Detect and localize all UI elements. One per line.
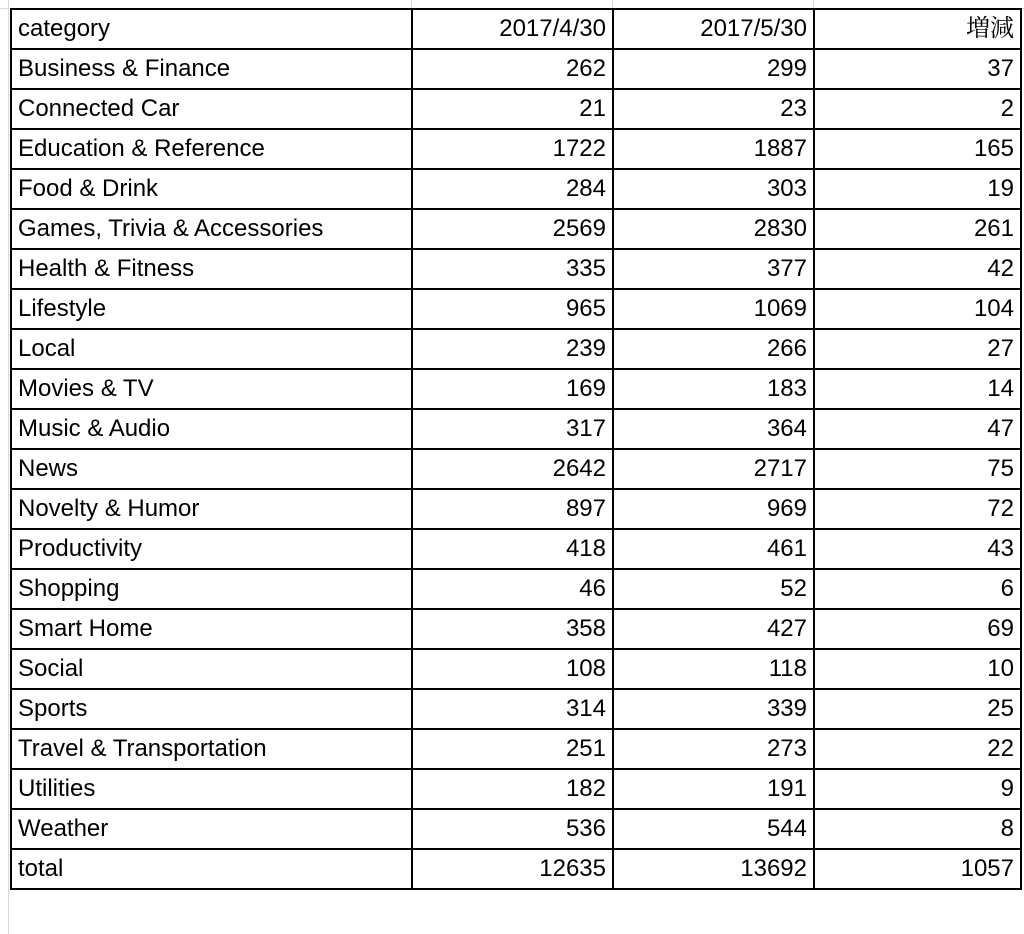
- value-cell-2017-4-30[interactable]: 358: [412, 609, 613, 649]
- change-cell[interactable]: 165: [814, 129, 1021, 169]
- change-cell[interactable]: 2: [814, 89, 1021, 129]
- header-cell-date-2[interactable]: 2017/5/30: [613, 9, 814, 49]
- value-cell-2017-4-30[interactable]: 21: [412, 89, 613, 129]
- change-cell[interactable]: 27: [814, 329, 1021, 369]
- change-cell[interactable]: 10: [814, 649, 1021, 689]
- category-cell[interactable]: Smart Home: [11, 609, 412, 649]
- change-cell[interactable]: 37: [814, 49, 1021, 89]
- change-cell[interactable]: 43: [814, 529, 1021, 569]
- category-cell[interactable]: Connected Car: [11, 89, 412, 129]
- value-cell-2017-5-30[interactable]: 303: [613, 169, 814, 209]
- table-row: [11, 369, 1021, 409]
- change-cell[interactable]: 104: [814, 289, 1021, 329]
- value-cell-2017-4-30[interactable]: 317: [412, 409, 613, 449]
- category-cell[interactable]: Productivity: [11, 529, 412, 569]
- value-cell-2017-4-30[interactable]: 251: [412, 729, 613, 769]
- table-row: [11, 89, 1021, 129]
- change-cell[interactable]: 25: [814, 689, 1021, 729]
- value-cell-2017-5-30[interactable]: 339: [613, 689, 814, 729]
- table-row: [11, 409, 1021, 449]
- category-cell[interactable]: Sports: [11, 689, 412, 729]
- category-cell[interactable]: Lifestyle: [11, 289, 412, 329]
- category-cell[interactable]: Social: [11, 649, 412, 689]
- header-cell-change[interactable]: 増減: [814, 9, 1021, 49]
- table-row: [11, 529, 1021, 569]
- value-cell-2017-5-30[interactable]: 2717: [613, 449, 814, 489]
- value-cell-2017-5-30[interactable]: 2830: [613, 209, 814, 249]
- value-cell-2017-4-30[interactable]: 12635: [412, 849, 613, 889]
- table-row: [11, 489, 1021, 529]
- change-cell[interactable]: 42: [814, 249, 1021, 289]
- value-cell-2017-4-30[interactable]: 284: [412, 169, 613, 209]
- category-cell[interactable]: Food & Drink: [11, 169, 412, 209]
- category-cell[interactable]: Movies & TV: [11, 369, 412, 409]
- value-cell-2017-5-30[interactable]: 118: [613, 649, 814, 689]
- category-cell[interactable]: News: [11, 449, 412, 489]
- category-cell[interactable]: Games, Trivia & Accessories: [11, 209, 412, 249]
- change-cell[interactable]: 8: [814, 809, 1021, 849]
- header-cell-date-1[interactable]: 2017/4/30: [412, 9, 613, 49]
- value-cell-2017-5-30[interactable]: 183: [613, 369, 814, 409]
- value-cell-2017-4-30[interactable]: 1722: [412, 129, 613, 169]
- change-cell[interactable]: 9: [814, 769, 1021, 809]
- table-row: [11, 289, 1021, 329]
- table-row: [11, 769, 1021, 809]
- value-cell-2017-4-30[interactable]: 2642: [412, 449, 613, 489]
- value-cell-2017-5-30[interactable]: 461: [613, 529, 814, 569]
- table-row: [11, 729, 1021, 769]
- table-row: [11, 209, 1021, 249]
- value-cell-2017-5-30[interactable]: 544: [613, 809, 814, 849]
- table-header-row: [11, 9, 1021, 49]
- value-cell-2017-4-30[interactable]: 897: [412, 489, 613, 529]
- change-cell[interactable]: 75: [814, 449, 1021, 489]
- category-cell[interactable]: Local: [11, 329, 412, 369]
- category-cell[interactable]: Weather: [11, 809, 412, 849]
- value-cell-2017-5-30[interactable]: 191: [613, 769, 814, 809]
- value-cell-2017-4-30[interactable]: 2569: [412, 209, 613, 249]
- table-row: [11, 129, 1021, 169]
- category-cell[interactable]: Shopping: [11, 569, 412, 609]
- value-cell-2017-5-30[interactable]: 299: [613, 49, 814, 89]
- value-cell-2017-5-30[interactable]: 23: [613, 89, 814, 129]
- value-cell-2017-5-30[interactable]: 969: [613, 489, 814, 529]
- value-cell-2017-5-30[interactable]: 427: [613, 609, 814, 649]
- value-cell-2017-4-30[interactable]: 418: [412, 529, 613, 569]
- table-row: [11, 169, 1021, 209]
- change-cell[interactable]: 261: [814, 209, 1021, 249]
- change-cell[interactable]: 1057: [814, 849, 1021, 889]
- table-row: [11, 609, 1021, 649]
- value-cell-2017-4-30[interactable]: 239: [412, 329, 613, 369]
- category-cell[interactable]: Music & Audio: [11, 409, 412, 449]
- category-cell[interactable]: Health & Fitness: [11, 249, 412, 289]
- category-cell[interactable]: total: [11, 849, 412, 889]
- change-cell[interactable]: 19: [814, 169, 1021, 209]
- value-cell-2017-4-30[interactable]: 335: [412, 249, 613, 289]
- table-row: [11, 809, 1021, 849]
- table-row: [11, 329, 1021, 369]
- table-row: [11, 249, 1021, 289]
- value-cell-2017-5-30[interactable]: 266: [613, 329, 814, 369]
- value-cell-2017-4-30[interactable]: 536: [412, 809, 613, 849]
- table-row: [11, 689, 1021, 729]
- value-cell-2017-5-30[interactable]: 52: [613, 569, 814, 609]
- table-row: [11, 649, 1021, 689]
- change-cell[interactable]: 69: [814, 609, 1021, 649]
- value-cell-2017-4-30[interactable]: 169: [412, 369, 613, 409]
- value-cell-2017-4-30[interactable]: 46: [412, 569, 613, 609]
- value-cell-2017-5-30[interactable]: 13692: [613, 849, 814, 889]
- value-cell-2017-4-30[interactable]: 182: [412, 769, 613, 809]
- value-cell-2017-4-30[interactable]: 314: [412, 689, 613, 729]
- category-cell[interactable]: Travel & Transportation: [11, 729, 412, 769]
- category-cell[interactable]: Novelty & Humor: [11, 489, 412, 529]
- header-cell-category[interactable]: category: [11, 9, 412, 49]
- value-cell-2017-4-30[interactable]: 965: [412, 289, 613, 329]
- value-cell-2017-5-30[interactable]: 1887: [613, 129, 814, 169]
- change-cell[interactable]: 6: [814, 569, 1021, 609]
- value-cell-2017-4-30[interactable]: 262: [412, 49, 613, 89]
- change-cell[interactable]: 22: [814, 729, 1021, 769]
- sheet-left-gridline: [0, 8, 9, 934]
- value-cell-2017-4-30[interactable]: 108: [412, 649, 613, 689]
- value-cell-2017-5-30[interactable]: 1069: [613, 289, 814, 329]
- table-body: [11, 9, 1021, 889]
- category-cell[interactable]: Business & Finance: [11, 49, 412, 89]
- table-total-row: [11, 849, 1021, 889]
- table-row: [11, 49, 1021, 89]
- value-cell-2017-5-30[interactable]: 364: [613, 409, 814, 449]
- value-cell-2017-5-30[interactable]: 273: [613, 729, 814, 769]
- value-cell-2017-5-30[interactable]: 377: [613, 249, 814, 289]
- table-row: [11, 569, 1021, 609]
- category-cell[interactable]: Education & Reference: [11, 129, 412, 169]
- change-cell[interactable]: 47: [814, 409, 1021, 449]
- table-row: [11, 449, 1021, 489]
- change-cell[interactable]: 14: [814, 369, 1021, 409]
- category-comparison-table: [10, 8, 1022, 890]
- change-cell[interactable]: 72: [814, 489, 1021, 529]
- category-cell[interactable]: Utilities: [11, 769, 412, 809]
